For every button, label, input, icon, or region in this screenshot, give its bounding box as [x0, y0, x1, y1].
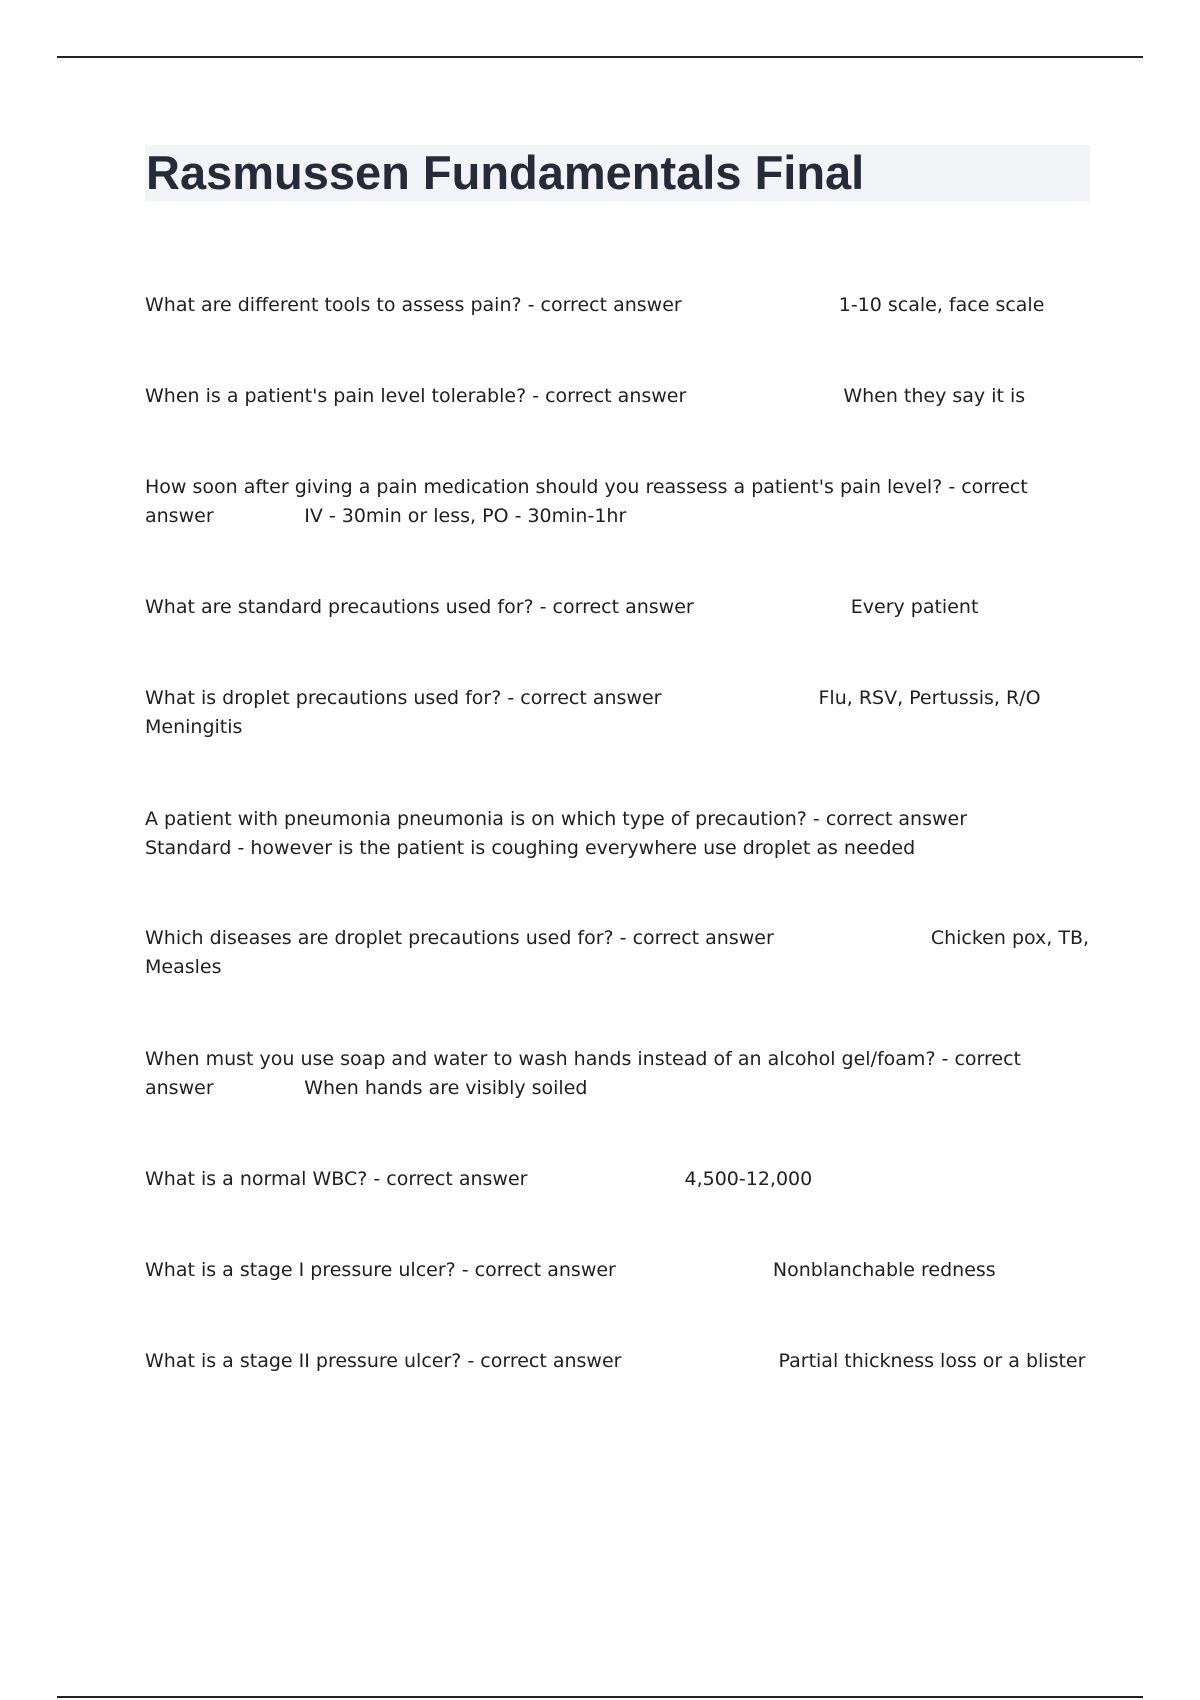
question-text: What are standard precautions used for? - correct answer	[145, 596, 694, 618]
qa-item	[145, 684, 1090, 742]
question-text: What is a normal WBC? - correct answer	[145, 1168, 528, 1190]
question-text: What is a stage I pressure ulcer? - correct answer	[145, 1259, 616, 1281]
qa-item	[145, 473, 1090, 531]
answer-spacer	[967, 808, 1118, 830]
question-text: What is a stage II pressure ulcer? - correct answer	[145, 1350, 622, 1372]
qa-item	[145, 1256, 1090, 1285]
question-text: What are different tools to assess pain? - correct answer	[145, 294, 682, 316]
header-rule	[57, 56, 1143, 58]
question-text: Which diseases are droplet precautions used for? - correct answer	[145, 927, 774, 949]
qa-item	[145, 805, 1090, 863]
answer-spacer	[527, 1168, 684, 1190]
answer-text: When they say it is	[843, 385, 1026, 407]
answer-text: 4,500-12,000	[684, 1168, 813, 1190]
question-text: When is a patient's pain level tolerable? - correct answer	[145, 385, 687, 407]
answer-text: Partial thickness loss or a blister	[778, 1350, 1086, 1372]
answer-text: When hands are visibly soiled	[304, 1077, 588, 1099]
answer-text: Every patient	[850, 596, 979, 618]
answer-text: IV - 30min or less, PO - 30min-1hr	[304, 505, 627, 527]
qa-item	[145, 382, 1090, 411]
page-title: Rasmussen Fundamentals Final	[146, 146, 865, 199]
answer-spacer	[774, 927, 931, 949]
qa-item	[145, 1347, 1090, 1376]
question-text: What is droplet precautions used for? - correct answer	[145, 687, 662, 709]
question-text: How soon after giving a pain medication should you reassess a patient's pain level? - correct answer	[145, 476, 1034, 527]
answer-text: Chicken pox, TB, Measles	[145, 927, 1096, 978]
answer-text: Standard - however is the patient is coughing everywhere use droplet as needed	[145, 837, 916, 859]
answer-spacer	[214, 505, 305, 527]
answer-spacer	[616, 1259, 773, 1281]
answer-spacer	[686, 385, 843, 407]
answer-spacer	[621, 1350, 778, 1372]
answer-text: Flu, RSV, Pertussis, R/O Meningitis	[145, 687, 1047, 738]
answer-spacer	[682, 294, 839, 316]
answer-spacer	[694, 596, 851, 618]
footer-rule	[57, 1696, 1143, 1698]
qa-item	[145, 593, 1090, 622]
qa-item	[145, 924, 1096, 982]
qa-item	[145, 291, 1090, 320]
answer-spacer	[661, 687, 818, 709]
question-text: A patient with pneumonia pneumonia is on which type of precaution? - correct answer	[145, 808, 968, 830]
answer-spacer	[214, 1077, 305, 1099]
answer-text: Nonblanchable redness	[772, 1259, 996, 1281]
qa-item	[145, 1165, 1090, 1194]
question-text: When must you use soap and water to wash hands instead of an alcohol gel/foam? - correct answer	[145, 1048, 1028, 1099]
answer-text: 1-10 scale, face scale	[838, 294, 1045, 316]
qa-item	[145, 1045, 1090, 1103]
